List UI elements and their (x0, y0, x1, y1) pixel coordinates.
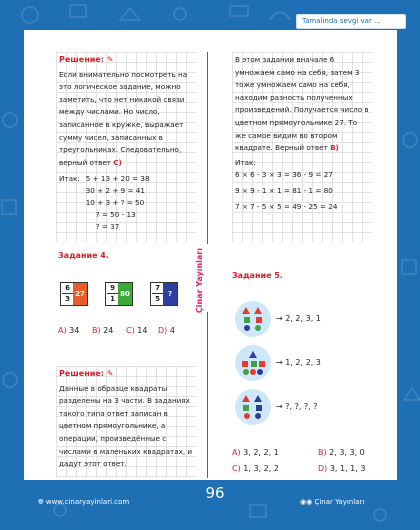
task4-square-2 (105, 282, 133, 306)
vertical-divider-top (207, 52, 208, 244)
task5-option-a: A) 3, 2, 2, 1 (232, 448, 279, 457)
lightbulb-icon: ✎ (106, 369, 114, 378)
right-solution-answer: B) (330, 143, 339, 153)
task5-option-b: B) 2, 3, 3, 0 (318, 448, 365, 457)
solution-text: Если внимательно посмотреть на это логическое задание, можно заметить, что нет никакой связи между числами. Но число, записанное в кружке, выражает сумму чисел, записанных в треугольниках. Следовательно, верный ответ C) (59, 69, 188, 167)
right-equation-line: 9 × 9 - 1 × 1 = 81 - 1 = 80 (235, 185, 333, 195)
task5-title: Задание 5. (232, 271, 283, 280)
square-center-number: ? (163, 283, 177, 305)
equation-list (86, 173, 150, 233)
itag-row (59, 173, 193, 233)
task5-circle-2 (234, 344, 272, 382)
vertical-divider-bottom (207, 312, 208, 478)
square-top-number: 6 (62, 283, 74, 294)
solution2-heading: Решение: ✎ (59, 369, 114, 378)
arrow-icon: → (276, 314, 283, 323)
task4-option-c: C) 14 (126, 326, 148, 335)
square-center-number: 80 (118, 283, 132, 305)
square-bottom-number: 5 (152, 294, 164, 305)
square-top-number: 7 (152, 283, 164, 294)
lightbulb-icon: ✎ (106, 55, 114, 64)
globe-icon: 🌐︎ (38, 498, 44, 506)
equation-line: 5 + 13 + 20 = 38 (85, 174, 150, 184)
task5-option-c: C) 1, 3, 2, 2 (232, 464, 279, 473)
solution-answer: C) (113, 157, 122, 167)
task5-circle-3 (234, 388, 272, 426)
solution2-text: Данные в образце квадраты разделены на 3 части. В заданиях такого типа ответ записан в цветном прямоугольнике, а операции, произведённые с числами в маленьких квадратах, и дадут этот ответ. (59, 383, 193, 469)
brand-vertical: Çinar Yayınları (195, 248, 204, 314)
task4-option-d: D) 4 (158, 326, 175, 335)
task5-option-d: D) 3, 1, 1, 3 (318, 464, 366, 473)
left-solution-box (56, 52, 196, 242)
footer-social[interactable]: ◉◉ Çinar Yayınları (300, 498, 365, 506)
equation-line: 30 + 2 + 9 = 41 (85, 186, 145, 196)
solution-heading: Решение: ✎ (59, 55, 114, 64)
square-bottom-number: 1 (107, 294, 119, 305)
square-top-number: 9 (107, 283, 119, 294)
social-icons: ◉◉ (300, 498, 313, 506)
arrow-icon: → (276, 402, 283, 411)
right-equation-line: 7 × 7 - 5 × 5 = 49 - 25 = 24 (235, 201, 338, 211)
itag-label: Итак: (59, 174, 80, 184)
task5-sequence-1: → 2, 2, 3, 1 (276, 314, 321, 323)
page-number: 96 (205, 484, 225, 502)
right-itag-label: Итак: (235, 157, 256, 167)
task5-sequence-3: → ?, ?, ?, ? (276, 402, 318, 411)
right-solution-text: В этом задании вначале 6 умножаем само на себя, затем 3 тоже умножаем само на себя, находим разность полученных произведений. Получается число в цветном прямоугольнике 27. То же самое видим во втором квадрате. Верный ответ B) (235, 55, 369, 153)
footer-website[interactable]: 🌐︎ www.cinaryayinlari.com (38, 498, 130, 506)
right-solution-box (232, 52, 372, 242)
task4-option-a: A) 34 (58, 326, 80, 335)
task5-sequence-2: → 1, 2, 2, 3 (276, 358, 321, 367)
arrow-icon: → (276, 358, 283, 367)
equation-line: 10 + 3 + ? = 50 (85, 198, 145, 208)
task4-square-3 (150, 282, 178, 306)
square-bottom-number: 3 (62, 294, 74, 305)
equation-line: ? = 37 (95, 222, 120, 232)
left-solution2-box (56, 366, 196, 478)
equation-line: ? = 50 - 13 (95, 210, 136, 220)
task4-title: Задание 4. (58, 251, 109, 260)
task5-circle-1 (234, 300, 272, 338)
square-center-number: 27 (73, 283, 87, 305)
task4-option-b: B) 24 (92, 326, 114, 335)
header-tab: Tamalinda sevgi var ... (296, 14, 406, 29)
right-equation-line: 6 × 6 - 3 × 3 = 36 - 9 = 27 (235, 170, 333, 180)
task4-square-1 (60, 282, 88, 306)
